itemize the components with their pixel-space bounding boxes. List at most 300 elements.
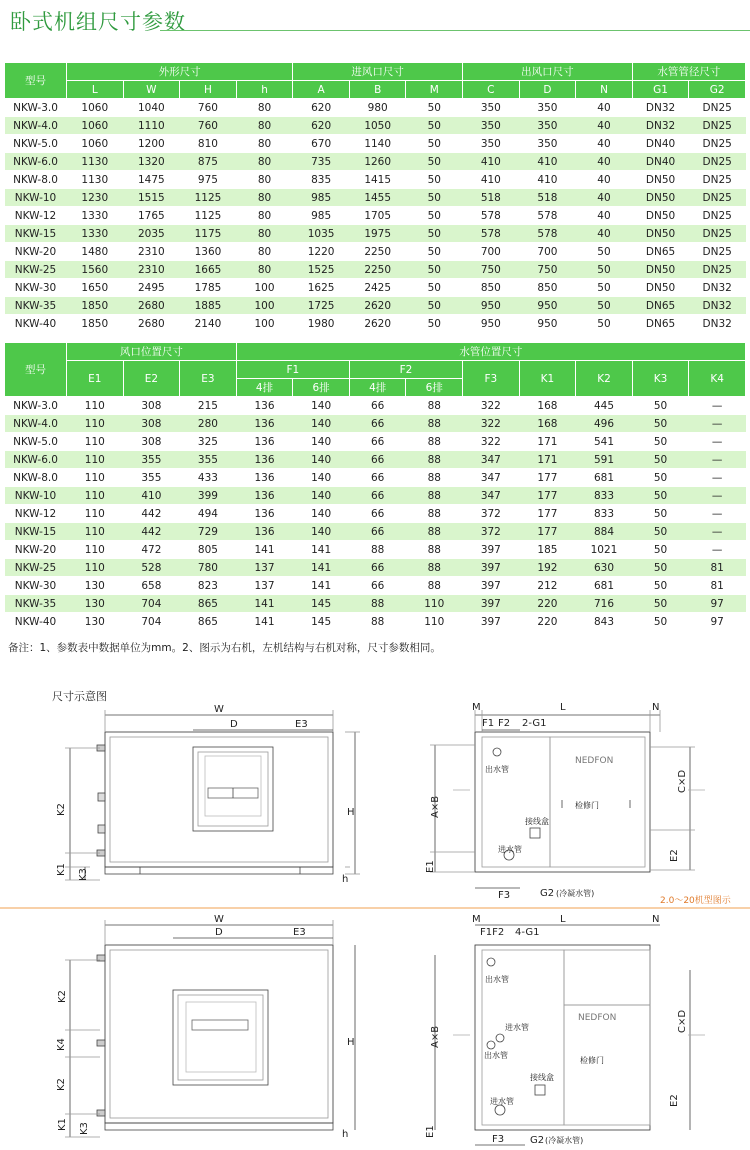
model-header: 型号 [5,343,67,397]
value-cell: 355 [180,451,237,469]
col-header: K4 [689,361,746,397]
value-cell: 50 [632,613,689,631]
value-cell: 1765 [123,207,180,225]
value-cell: 1220 [293,243,350,261]
value-cell: 578 [519,225,576,243]
table-row [5,207,746,225]
value-cell: 50 [406,315,463,333]
value-cell: 1260 [349,153,406,171]
value-cell: 97 [689,595,746,613]
value-cell: 185 [519,541,576,559]
value-cell: 141 [236,541,293,559]
inlet-pipe-label: 进水管 [498,845,522,854]
value-cell: 445 [576,397,633,415]
value-cell: 136 [236,505,293,523]
value-cell: 88 [349,613,406,631]
value-cell: 355 [123,469,180,487]
value-cell: 308 [123,433,180,451]
value-cell: 810 [180,135,237,153]
value-cell: 397 [463,541,520,559]
dim-label-k1-2: K1 [57,1118,68,1131]
value-cell: 494 [180,505,237,523]
value-cell: 88 [406,397,463,415]
model-cell: NKW-5.0 [5,433,67,451]
value-cell: DN65 [632,315,689,333]
value-cell: 1725 [293,297,350,315]
value-cell: 40 [576,153,633,171]
value-cell: 66 [349,559,406,577]
outlet-pipe-label-2: 出水管 [485,975,509,984]
value-cell: 805 [180,541,237,559]
value-cell: 985 [293,189,350,207]
value-cell: 88 [406,505,463,523]
value-cell: 100 [236,297,293,315]
brand-logo: NEDFON [575,756,614,766]
value-cell: 700 [519,243,576,261]
value-cell: 110 [67,559,124,577]
dimension-table [4,62,746,333]
col-header: C [463,81,520,99]
value-cell: DN25 [689,135,746,153]
value-cell: 50 [406,189,463,207]
value-cell: 66 [349,433,406,451]
value-cell: 1665 [180,261,237,279]
value-cell: 865 [180,595,237,613]
value-cell: 80 [236,99,293,117]
model-cell: NKW-25 [5,559,67,577]
model-cell: NKW-35 [5,297,67,315]
value-cell: 1330 [67,225,124,243]
model-cell: NKW-3.0 [5,397,67,415]
value-cell: 220 [519,595,576,613]
value-cell: 100 [236,279,293,297]
dim-label-w: W [214,704,224,715]
front-view-upper [65,710,360,880]
page-title: 卧式机组尺寸参数 [10,10,186,34]
value-cell: 110 [67,415,124,433]
value-cell: 442 [123,523,180,541]
value-cell: 136 [236,433,293,451]
value-cell: 729 [180,523,237,541]
value-cell: 1060 [67,135,124,153]
value-cell: 171 [519,451,576,469]
value-cell: 716 [576,595,633,613]
value-cell: 50 [406,153,463,171]
value-cell: 40 [576,171,633,189]
footnote: 备注：1、参数表中数据单位为mm。2、图示为右机，左机结构与右机对称，尺寸参数相同。 [8,642,441,654]
value-cell: 372 [463,523,520,541]
value-cell: 1175 [180,225,237,243]
value-cell: 750 [519,261,576,279]
junction-box-label-2: 接线盒 [530,1073,554,1082]
value-cell: 177 [519,487,576,505]
outlet-pipe-label-3: 出水管 [484,1051,508,1060]
value-cell: 141 [236,613,293,631]
value-cell: 110 [67,541,124,559]
value-cell: 80 [236,117,293,135]
dim-label-g2-2: G2 [530,1135,545,1146]
table-row [5,595,746,613]
value-cell: 735 [293,153,350,171]
value-cell: 141 [293,559,350,577]
value-cell: 350 [519,117,576,135]
dim-label-e2: E2 [669,849,680,862]
value-cell: 140 [293,451,350,469]
value-cell: 50 [406,117,463,135]
value-cell: 40 [576,189,633,207]
value-cell: 280 [180,415,237,433]
value-cell: 1415 [349,171,406,189]
table-row [5,99,746,117]
value-cell: 80 [236,225,293,243]
value-cell: 760 [180,117,237,135]
value-cell: 50 [632,541,689,559]
value-cell: — [689,415,746,433]
value-cell: 950 [519,297,576,315]
value-cell: DN50 [632,225,689,243]
group-header: 风口位置尺寸 [67,343,237,361]
model-cell: NKW-6.0 [5,451,67,469]
table-row [5,279,746,297]
table-row [5,117,746,135]
dim-label-k4: K4 [56,1038,67,1051]
model-cell: NKW-40 [5,613,67,631]
table-row [5,171,746,189]
value-cell: 410 [123,487,180,505]
model-cell: NKW-4.0 [5,117,67,135]
value-cell: 1525 [293,261,350,279]
value-cell: 704 [123,595,180,613]
g2-note-2: (冷凝水管) [545,1136,584,1145]
value-cell: 212 [519,577,576,595]
value-cell: DN25 [689,99,746,117]
group-header: 水管位置尺寸 [236,343,745,361]
value-cell: 397 [463,559,520,577]
value-cell: 110 [67,397,124,415]
inlet-pipe-label-2: 进水管 [505,1023,529,1032]
value-cell: 50 [632,595,689,613]
value-cell: 1515 [123,189,180,207]
col-header: W [123,81,180,99]
value-cell: 50 [632,433,689,451]
value-cell: 2035 [123,225,180,243]
value-cell: 130 [67,595,124,613]
group-header: 进风口尺寸 [293,63,463,81]
value-cell: 397 [463,577,520,595]
dim-label-k3-2: K3 [79,1122,90,1135]
value-cell: DN40 [632,153,689,171]
table-row [5,397,746,415]
table-row [5,135,746,153]
diagram-title: 尺寸示意图 [52,690,107,703]
model-cell: NKW-35 [5,595,67,613]
value-cell: 88 [406,523,463,541]
col-header: L [67,81,124,99]
value-cell: 620 [293,99,350,117]
value-cell: 177 [519,505,576,523]
value-cell: 2310 [123,243,180,261]
value-cell: 40 [576,99,633,117]
col-header: A [293,81,350,99]
value-cell: 1480 [67,243,124,261]
value-cell: 50 [632,559,689,577]
value-cell: 865 [180,613,237,631]
value-cell: 410 [463,153,520,171]
value-cell: 66 [349,415,406,433]
value-cell: 1455 [349,189,406,207]
value-cell: DN25 [689,225,746,243]
dim-label-g2: G2 [540,888,555,899]
dim-label-cxd: C×D [677,769,688,793]
value-cell: 192 [519,559,576,577]
value-cell: 350 [519,135,576,153]
dim-label-w-2: W [214,914,224,925]
value-cell: DN25 [689,207,746,225]
col-header: K1 [519,361,576,397]
value-cell: 50 [406,225,463,243]
value-cell: 760 [180,99,237,117]
value-cell: 2620 [349,315,406,333]
value-cell: 140 [293,487,350,505]
value-cell: 578 [519,207,576,225]
value-cell: 40 [576,117,633,135]
value-cell: 1130 [67,153,124,171]
dimension-diagram [0,690,750,1150]
value-cell: 81 [689,559,746,577]
value-cell: 141 [236,595,293,613]
value-cell: 1360 [180,243,237,261]
value-cell: 322 [463,415,520,433]
value-cell: DN65 [632,297,689,315]
value-cell: 88 [406,451,463,469]
value-cell: DN50 [632,171,689,189]
dim-label-f1f2: F1F2 [480,927,505,938]
dim-label-h: H [347,807,355,818]
value-cell: 1021 [576,541,633,559]
value-cell: 372 [463,505,520,523]
table-row [5,451,746,469]
dim-label-f3: F3 [498,890,511,901]
value-cell: 137 [236,559,293,577]
value-cell: 66 [349,469,406,487]
value-cell: 2250 [349,243,406,261]
table-row [5,577,746,595]
value-cell: 50 [406,99,463,117]
value-cell: 40 [576,207,633,225]
dim-label-d-2: D [215,927,223,938]
value-cell: 80 [236,243,293,261]
value-cell: 100 [236,315,293,333]
value-cell: 397 [463,613,520,631]
value-cell: DN32 [689,297,746,315]
value-cell: DN65 [632,243,689,261]
value-cell: 130 [67,577,124,595]
value-cell: 518 [519,189,576,207]
col-header: F2 [349,361,462,379]
value-cell: 80 [236,261,293,279]
access-door-label-2: 检修门 [580,1056,604,1065]
col-header: E2 [123,361,180,397]
table-row [5,433,746,451]
row-count-header: 4排 [349,379,406,397]
value-cell: 322 [463,397,520,415]
value-cell: 875 [180,153,237,171]
dim-label-k2: K2 [56,803,67,816]
col-header: E1 [67,361,124,397]
value-cell: 177 [519,523,576,541]
value-cell: 88 [349,541,406,559]
value-cell: 110 [67,451,124,469]
model-cell: NKW-12 [5,207,67,225]
table-row [5,559,746,577]
value-cell: 145 [293,613,350,631]
value-cell: 591 [576,451,633,469]
value-cell: DN25 [689,117,746,135]
value-cell: 137 [236,577,293,595]
value-cell: 850 [463,279,520,297]
value-cell: 50 [632,415,689,433]
value-cell: 50 [406,135,463,153]
value-cell: 833 [576,505,633,523]
value-cell: DN50 [632,261,689,279]
model-cell: NKW-4.0 [5,415,67,433]
value-cell: 578 [463,207,520,225]
dim-label-n: N [652,702,660,713]
model-cell: NKW-20 [5,243,67,261]
value-cell: 347 [463,469,520,487]
value-cell: 1125 [180,189,237,207]
value-cell: 50 [406,171,463,189]
value-cell: 80 [236,207,293,225]
value-cell: 1650 [67,279,124,297]
model-header: 型号 [5,63,67,99]
value-cell: 700 [463,243,520,261]
dim-label-n-2: N [652,914,660,925]
value-cell: 1035 [293,225,350,243]
model-cell: NKW-12 [5,505,67,523]
model-cell: NKW-20 [5,541,67,559]
value-cell: 50 [406,261,463,279]
table-row [5,225,746,243]
model-cell: NKW-40 [5,315,67,333]
value-cell: 347 [463,487,520,505]
row-count-header: 6排 [293,379,350,397]
value-cell: 518 [463,189,520,207]
side-view-lower [435,925,705,1145]
value-cell: 1140 [349,135,406,153]
value-cell: 88 [349,595,406,613]
value-cell: 81 [689,577,746,595]
dim-label-axb-2: A×B [430,1025,441,1048]
col-header: F1 [236,361,349,379]
value-cell: 541 [576,433,633,451]
dim-label-e1-2: E1 [425,1125,436,1138]
dim-label-hh-2: h [342,1129,349,1140]
title-divider [160,30,750,31]
value-cell: 355 [123,451,180,469]
value-cell: 88 [406,559,463,577]
dim-label-f3-2: F3 [492,1134,505,1145]
table-row [5,315,746,333]
value-cell: 1110 [123,117,180,135]
model-cell: NKW-30 [5,279,67,297]
value-cell: 88 [406,487,463,505]
table-row [5,297,746,315]
value-cell: 2680 [123,297,180,315]
value-cell: 308 [123,397,180,415]
dim-label-k2-3: K2 [56,1078,67,1091]
value-cell: DN25 [689,243,746,261]
model-range-note: 2.0～20机型图示 [660,896,731,906]
table-row [5,153,746,171]
dim-label-k1: K1 [56,863,67,876]
value-cell: 950 [463,315,520,333]
value-cell: 88 [406,433,463,451]
value-cell: 1625 [293,279,350,297]
group-header: 外形尺寸 [67,63,293,81]
value-cell: 322 [463,433,520,451]
value-cell: 110 [67,505,124,523]
value-cell: — [689,433,746,451]
value-cell: 397 [463,595,520,613]
col-header: H [180,81,237,99]
col-header: h [236,81,293,99]
front-view-lower [65,920,355,1137]
value-cell: 681 [576,577,633,595]
col-header: F3 [463,361,520,397]
value-cell: DN32 [689,315,746,333]
value-cell: 750 [463,261,520,279]
value-cell: 1060 [67,99,124,117]
dim-label-e3-2: E3 [293,927,306,938]
dim-label-h-2: H [347,1037,355,1048]
value-cell: 347 [463,451,520,469]
value-cell: 50 [632,451,689,469]
value-cell: 1060 [67,117,124,135]
value-cell: 1200 [123,135,180,153]
dim-label-m-2: M [472,914,481,925]
value-cell: 136 [236,487,293,505]
dim-label-l-2: L [560,914,566,925]
value-cell: 350 [463,135,520,153]
col-header: N [576,81,633,99]
value-cell: 140 [293,397,350,415]
value-cell: 66 [349,397,406,415]
g2-note: (冷凝水管) [556,889,595,898]
value-cell: — [689,505,746,523]
value-cell: 2495 [123,279,180,297]
value-cell: 110 [67,523,124,541]
value-cell: 50 [406,279,463,297]
dim-label-hh: h [342,874,349,885]
position-table [4,342,746,631]
model-cell: NKW-30 [5,577,67,595]
table-row [5,523,746,541]
value-cell: — [689,523,746,541]
value-cell: 1560 [67,261,124,279]
value-cell: 950 [519,315,576,333]
value-cell: 2425 [349,279,406,297]
model-cell: NKW-15 [5,523,67,541]
value-cell: 1130 [67,171,124,189]
table-row [5,487,746,505]
dim-label-e3: E3 [295,719,308,730]
col-header: K3 [632,361,689,397]
value-cell: 66 [349,451,406,469]
value-cell: 2250 [349,261,406,279]
value-cell: 50 [576,261,633,279]
value-cell: 2620 [349,297,406,315]
